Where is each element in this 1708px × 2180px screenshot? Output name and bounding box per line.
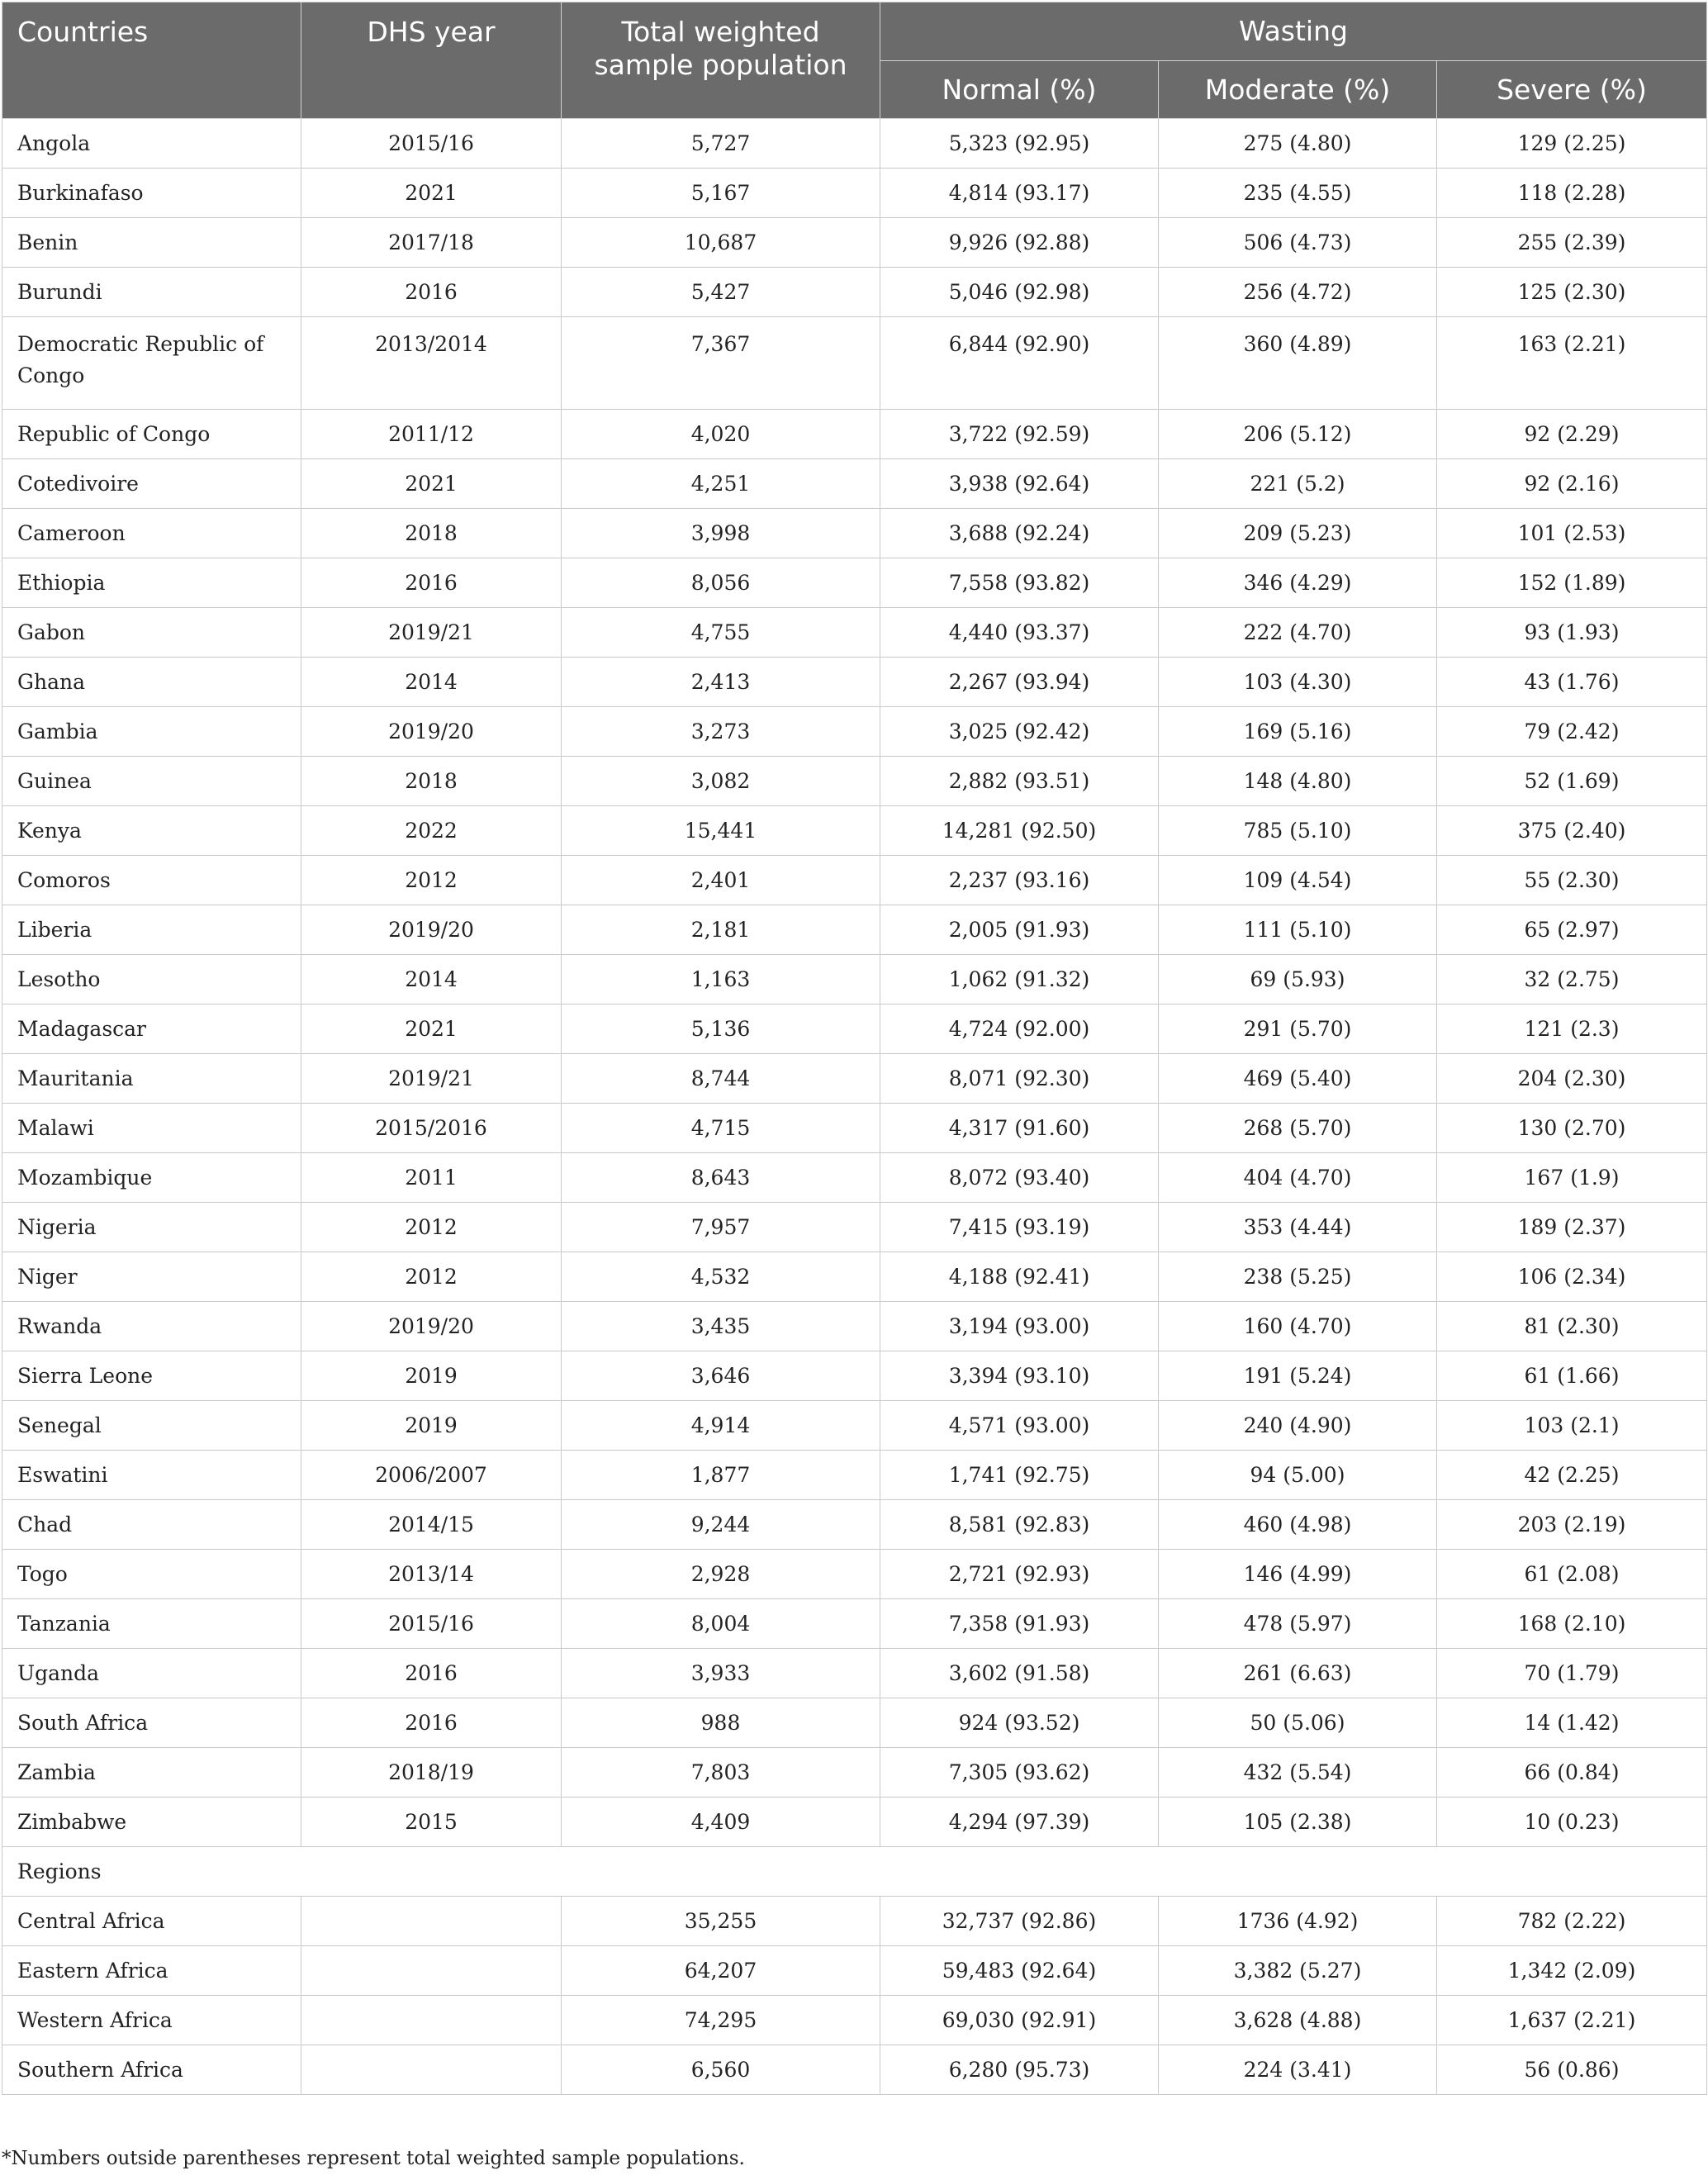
cell-moderate: 3,628 (4.88) (1159, 1996, 1437, 2045)
cell-normal: 14,281 (92.50) (880, 806, 1159, 856)
cell-normal: 7,415 (93.19) (880, 1203, 1159, 1252)
cell-severe: 101 (2.53) (1437, 509, 1707, 558)
cell-moderate: 432 (5.54) (1159, 1748, 1437, 1798)
cell-total: 2,401 (562, 856, 880, 905)
cell-total: 64,207 (562, 1946, 880, 1996)
cell-moderate: 785 (5.10) (1159, 806, 1437, 856)
cell-country: Comoros (2, 856, 301, 905)
cell-moderate: 291 (5.70) (1159, 1005, 1437, 1054)
cell-country: Cameroon (2, 509, 301, 558)
cell-moderate: 469 (5.40) (1159, 1054, 1437, 1104)
cell-moderate: 261 (6.63) (1159, 1649, 1437, 1698)
cell-country: Democratic Republic of Congo (2, 317, 301, 410)
cell-country: Gabon (2, 608, 301, 658)
cell-dhs-year (301, 1897, 562, 1946)
cell-country: Zimbabwe (2, 1798, 301, 1847)
cell-total: 2,928 (562, 1550, 880, 1599)
cell-dhs-year: 2011/12 (301, 410, 562, 459)
cell-normal: 4,317 (91.60) (880, 1104, 1159, 1153)
cell-dhs-year: 2006/2007 (301, 1451, 562, 1500)
cell-moderate: 111 (5.10) (1159, 905, 1437, 955)
cell-country: Nigeria (2, 1203, 301, 1252)
table-row (2, 1104, 1707, 1153)
header-countries: Countries (2, 2, 301, 119)
header-normal: Normal (%) (880, 61, 1159, 119)
header-total-weighted: Total weighted sample population (562, 2, 880, 119)
cell-moderate: 146 (4.99) (1159, 1550, 1437, 1599)
cell-country: Guinea (2, 757, 301, 806)
table-row (2, 119, 1707, 169)
cell-dhs-year: 2013/14 (301, 1550, 562, 1599)
cell-total: 9,244 (562, 1500, 880, 1550)
cell-total: 4,251 (562, 459, 880, 509)
cell-total: 35,255 (562, 1897, 880, 1946)
cell-country: Cotedivoire (2, 459, 301, 509)
cell-total: 1,163 (562, 955, 880, 1005)
table-row (2, 1252, 1707, 1302)
header-severe: Severe (%) (1437, 61, 1707, 119)
cell-moderate: 222 (4.70) (1159, 608, 1437, 658)
table-row (2, 806, 1707, 856)
cell-country: Burundi (2, 268, 301, 317)
wasting-table (2, 2, 1707, 2095)
cell-country: Tanzania (2, 1599, 301, 1649)
cell-normal: 3,688 (92.24) (880, 509, 1159, 558)
table-row (2, 1153, 1707, 1203)
cell-dhs-year: 2018 (301, 509, 562, 558)
cell-total: 3,933 (562, 1649, 880, 1698)
cell-moderate: 346 (4.29) (1159, 558, 1437, 608)
cell-country: Zambia (2, 1748, 301, 1798)
cell-normal: 3,394 (93.10) (880, 1351, 1159, 1401)
table-row (2, 1401, 1707, 1451)
cell-dhs-year: 2019/20 (301, 707, 562, 757)
cell-total: 74,295 (562, 1996, 880, 2045)
cell-moderate: 275 (4.80) (1159, 119, 1437, 169)
cell-total: 8,643 (562, 1153, 880, 1203)
cell-normal: 2,005 (91.93) (880, 905, 1159, 955)
cell-normal: 3,722 (92.59) (880, 410, 1159, 459)
cell-country: Burkinafaso (2, 169, 301, 218)
cell-dhs-year: 2019/21 (301, 608, 562, 658)
cell-total: 4,755 (562, 608, 880, 658)
cell-moderate: 206 (5.12) (1159, 410, 1437, 459)
cell-normal: 4,814 (93.17) (880, 169, 1159, 218)
cell-severe: 52 (1.69) (1437, 757, 1707, 806)
cell-moderate: 209 (5.23) (1159, 509, 1437, 558)
cell-total: 7,367 (562, 317, 880, 410)
cell-country: Mauritania (2, 1054, 301, 1104)
cell-moderate: 169 (5.16) (1159, 707, 1437, 757)
cell-dhs-year: 2015/16 (301, 1599, 562, 1649)
table-row (2, 1203, 1707, 1252)
cell-country: Mozambique (2, 1153, 301, 1203)
cell-normal: 4,440 (93.37) (880, 608, 1159, 658)
cell-severe: 55 (2.30) (1437, 856, 1707, 905)
cell-total: 4,409 (562, 1798, 880, 1847)
cell-country: Chad (2, 1500, 301, 1550)
table-row (2, 459, 1707, 509)
cell-total: 5,427 (562, 268, 880, 317)
table-row (2, 1302, 1707, 1351)
cell-normal: 4,294 (97.39) (880, 1798, 1159, 1847)
cell-country: Togo (2, 1550, 301, 1599)
cell-normal: 9,926 (92.88) (880, 218, 1159, 268)
cell-moderate: 404 (4.70) (1159, 1153, 1437, 1203)
cell-total: 2,413 (562, 658, 880, 707)
cell-severe: 14 (1.42) (1437, 1698, 1707, 1748)
cell-dhs-year: 2012 (301, 1203, 562, 1252)
cell-total: 5,136 (562, 1005, 880, 1054)
cell-severe: 70 (1.79) (1437, 1649, 1707, 1698)
cell-total: 4,532 (562, 1252, 880, 1302)
cell-total: 988 (562, 1698, 880, 1748)
cell-country: Republic of Congo (2, 410, 301, 459)
cell-severe: 782 (2.22) (1437, 1897, 1707, 1946)
cell-severe: 167 (1.9) (1437, 1153, 1707, 1203)
cell-dhs-year: 2018 (301, 757, 562, 806)
header-dhs-year: DHS year (301, 2, 562, 119)
cell-normal: 8,072 (93.40) (880, 1153, 1159, 1203)
table-row (2, 1748, 1707, 1798)
cell-normal: 2,882 (93.51) (880, 757, 1159, 806)
cell-severe: 163 (2.21) (1437, 317, 1707, 410)
cell-country: Kenya (2, 806, 301, 856)
cell-normal: 924 (93.52) (880, 1698, 1159, 1748)
cell-normal: 4,724 (92.00) (880, 1005, 1159, 1054)
cell-dhs-year: 2022 (301, 806, 562, 856)
cell-moderate: 69 (5.93) (1159, 955, 1437, 1005)
cell-normal: 4,188 (92.41) (880, 1252, 1159, 1302)
cell-severe: 42 (2.25) (1437, 1451, 1707, 1500)
cell-dhs-year: 2015/2016 (301, 1104, 562, 1153)
cell-dhs-year: 2015/16 (301, 119, 562, 169)
table-body (2, 119, 1707, 2095)
cell-country: Malawi (2, 1104, 301, 1153)
cell-normal: 1,741 (92.75) (880, 1451, 1159, 1500)
table-row (2, 1946, 1707, 1996)
cell-country: Western Africa (2, 1996, 301, 2045)
cell-severe: 43 (1.76) (1437, 658, 1707, 707)
table-row (2, 218, 1707, 268)
cell-dhs-year: 2016 (301, 268, 562, 317)
table-row (2, 1351, 1707, 1401)
cell-moderate: 240 (4.90) (1159, 1401, 1437, 1451)
cell-total: 6,560 (562, 2045, 880, 2095)
cell-country: Angola (2, 119, 301, 169)
cell-total: 2,181 (562, 905, 880, 955)
table-header (2, 2, 1707, 119)
cell-country: Gambia (2, 707, 301, 757)
cell-total: 4,020 (562, 410, 880, 459)
cell-dhs-year: 2014 (301, 955, 562, 1005)
cell-normal: 69,030 (92.91) (880, 1996, 1159, 2045)
footnote: *Numbers outside parentheses represent total weighted sample populations. (2, 2148, 745, 2169)
cell-normal: 5,323 (92.95) (880, 119, 1159, 169)
cell-country: Benin (2, 218, 301, 268)
cell-normal: 2,721 (92.93) (880, 1550, 1159, 1599)
cell-total: 8,744 (562, 1054, 880, 1104)
cell-moderate: 268 (5.70) (1159, 1104, 1437, 1153)
cell-country: Liberia (2, 905, 301, 955)
header-wasting: Wasting (880, 2, 1707, 61)
cell-moderate: 1736 (4.92) (1159, 1897, 1437, 1946)
cell-normal: 8,071 (92.30) (880, 1054, 1159, 1104)
cell-country: Central Africa (2, 1897, 301, 1946)
cell-dhs-year: 2012 (301, 1252, 562, 1302)
cell-normal: 59,483 (92.64) (880, 1946, 1159, 1996)
cell-normal: 5,046 (92.98) (880, 268, 1159, 317)
cell-normal: 7,558 (93.82) (880, 558, 1159, 608)
cell-dhs-year: 2018/19 (301, 1748, 562, 1798)
regions-label: Regions (2, 1847, 1707, 1897)
cell-normal: 3,602 (91.58) (880, 1649, 1159, 1698)
cell-severe: 189 (2.37) (1437, 1203, 1707, 1252)
cell-severe: 93 (1.93) (1437, 608, 1707, 658)
cell-dhs-year: 2021 (301, 1005, 562, 1054)
cell-country: Eswatini (2, 1451, 301, 1500)
cell-dhs-year: 2021 (301, 459, 562, 509)
cell-severe: 81 (2.30) (1437, 1302, 1707, 1351)
cell-severe: 121 (2.3) (1437, 1005, 1707, 1054)
cell-country: Sierra Leone (2, 1351, 301, 1401)
cell-country: Madagascar (2, 1005, 301, 1054)
cell-dhs-year: 2013/2014 (301, 317, 562, 410)
table-row (2, 856, 1707, 905)
cell-total: 3,646 (562, 1351, 880, 1401)
cell-severe: 129 (2.25) (1437, 119, 1707, 169)
cell-moderate: 50 (5.06) (1159, 1698, 1437, 1748)
header-moderate: Moderate (%) (1159, 61, 1437, 119)
cell-moderate: 191 (5.24) (1159, 1351, 1437, 1401)
cell-moderate: 103 (4.30) (1159, 658, 1437, 707)
cell-dhs-year: 2019 (301, 1351, 562, 1401)
cell-moderate: 3,382 (5.27) (1159, 1946, 1437, 1996)
cell-dhs-year: 2019/20 (301, 905, 562, 955)
table-row (2, 1599, 1707, 1649)
cell-severe: 255 (2.39) (1437, 218, 1707, 268)
cell-total: 3,273 (562, 707, 880, 757)
cell-severe: 375 (2.40) (1437, 806, 1707, 856)
cell-total: 5,167 (562, 169, 880, 218)
cell-severe: 118 (2.28) (1437, 169, 1707, 218)
cell-normal: 8,581 (92.83) (880, 1500, 1159, 1550)
cell-dhs-year (301, 1996, 562, 2045)
cell-normal: 6,844 (92.90) (880, 317, 1159, 410)
cell-dhs-year: 2014 (301, 658, 562, 707)
table-row (2, 1054, 1707, 1104)
table-row (2, 509, 1707, 558)
cell-dhs-year: 2012 (301, 856, 562, 905)
table-row (2, 608, 1707, 658)
regions-section-row (2, 1847, 1707, 1897)
table-row (2, 2045, 1707, 2095)
cell-country: Southern Africa (2, 2045, 301, 2095)
cell-total: 4,715 (562, 1104, 880, 1153)
table-row (2, 1649, 1707, 1698)
cell-severe: 106 (2.34) (1437, 1252, 1707, 1302)
cell-normal: 2,267 (93.94) (880, 658, 1159, 707)
cell-moderate: 235 (4.55) (1159, 169, 1437, 218)
cell-country: Ghana (2, 658, 301, 707)
cell-severe: 152 (1.89) (1437, 558, 1707, 608)
table-row (2, 955, 1707, 1005)
cell-country: Niger (2, 1252, 301, 1302)
cell-dhs-year: 2014/15 (301, 1500, 562, 1550)
cell-total: 7,803 (562, 1748, 880, 1798)
cell-dhs-year: 2015 (301, 1798, 562, 1847)
cell-country: Uganda (2, 1649, 301, 1698)
table-row (2, 317, 1707, 410)
cell-moderate: 94 (5.00) (1159, 1451, 1437, 1500)
cell-normal: 32,737 (92.86) (880, 1897, 1159, 1946)
cell-normal: 3,194 (93.00) (880, 1302, 1159, 1351)
cell-total: 15,441 (562, 806, 880, 856)
table-row (2, 757, 1707, 806)
cell-severe: 1,342 (2.09) (1437, 1946, 1707, 1996)
cell-dhs-year: 2016 (301, 1649, 562, 1698)
cell-moderate: 224 (3.41) (1159, 2045, 1437, 2095)
cell-normal: 4,571 (93.00) (880, 1401, 1159, 1451)
cell-severe: 65 (2.97) (1437, 905, 1707, 955)
cell-moderate: 506 (4.73) (1159, 218, 1437, 268)
cell-severe: 1,637 (2.21) (1437, 1996, 1707, 2045)
cell-severe: 66 (0.84) (1437, 1748, 1707, 1798)
cell-severe: 61 (1.66) (1437, 1351, 1707, 1401)
cell-severe: 125 (2.30) (1437, 268, 1707, 317)
table-row (2, 1500, 1707, 1550)
cell-country: South Africa (2, 1698, 301, 1748)
table-row (2, 1550, 1707, 1599)
cell-total: 1,877 (562, 1451, 880, 1500)
cell-severe: 92 (2.29) (1437, 410, 1707, 459)
cell-total: 5,727 (562, 119, 880, 169)
cell-dhs-year: 2019/21 (301, 1054, 562, 1104)
cell-moderate: 109 (4.54) (1159, 856, 1437, 905)
cell-severe: 168 (2.10) (1437, 1599, 1707, 1649)
cell-moderate: 148 (4.80) (1159, 757, 1437, 806)
table-row (2, 268, 1707, 317)
cell-moderate: 478 (5.97) (1159, 1599, 1437, 1649)
table-row (2, 905, 1707, 955)
cell-severe: 79 (2.42) (1437, 707, 1707, 757)
cell-total: 7,957 (562, 1203, 880, 1252)
cell-dhs-year: 2016 (301, 558, 562, 608)
cell-dhs-year (301, 2045, 562, 2095)
cell-severe: 103 (2.1) (1437, 1401, 1707, 1451)
cell-moderate: 221 (5.2) (1159, 459, 1437, 509)
cell-severe: 32 (2.75) (1437, 955, 1707, 1005)
table-row (2, 1451, 1707, 1500)
table-row (2, 410, 1707, 459)
cell-moderate: 360 (4.89) (1159, 317, 1437, 410)
cell-country: Lesotho (2, 955, 301, 1005)
cell-dhs-year: 2017/18 (301, 218, 562, 268)
cell-normal: 1,062 (91.32) (880, 955, 1159, 1005)
cell-dhs-year: 2019 (301, 1401, 562, 1451)
cell-severe: 204 (2.30) (1437, 1054, 1707, 1104)
cell-severe: 92 (2.16) (1437, 459, 1707, 509)
cell-severe: 61 (2.08) (1437, 1550, 1707, 1599)
cell-normal: 7,358 (91.93) (880, 1599, 1159, 1649)
cell-total: 4,914 (562, 1401, 880, 1451)
cell-total: 10,687 (562, 218, 880, 268)
cell-severe: 203 (2.19) (1437, 1500, 1707, 1550)
cell-dhs-year: 2021 (301, 169, 562, 218)
cell-dhs-year (301, 1946, 562, 1996)
cell-country: Ethiopia (2, 558, 301, 608)
table-row (2, 1798, 1707, 1847)
cell-normal: 2,237 (93.16) (880, 856, 1159, 905)
table-row (2, 1698, 1707, 1748)
cell-total: 3,435 (562, 1302, 880, 1351)
cell-normal: 3,938 (92.64) (880, 459, 1159, 509)
cell-total: 8,004 (562, 1599, 880, 1649)
table-row (2, 1897, 1707, 1946)
cell-moderate: 160 (4.70) (1159, 1302, 1437, 1351)
table-row (2, 658, 1707, 707)
cell-severe: 56 (0.86) (1437, 2045, 1707, 2095)
table-row (2, 1996, 1707, 2045)
cell-country: Senegal (2, 1401, 301, 1451)
cell-severe: 130 (2.70) (1437, 1104, 1707, 1153)
cell-normal: 3,025 (92.42) (880, 707, 1159, 757)
cell-moderate: 105 (2.38) (1159, 1798, 1437, 1847)
cell-severe: 10 (0.23) (1437, 1798, 1707, 1847)
table-row (2, 558, 1707, 608)
cell-total: 3,998 (562, 509, 880, 558)
cell-moderate: 353 (4.44) (1159, 1203, 1437, 1252)
table-row (2, 707, 1707, 757)
cell-country: Rwanda (2, 1302, 301, 1351)
cell-dhs-year: 2011 (301, 1153, 562, 1203)
cell-dhs-year: 2016 (301, 1698, 562, 1748)
table-row (2, 169, 1707, 218)
cell-country: Eastern Africa (2, 1946, 301, 1996)
cell-dhs-year: 2019/20 (301, 1302, 562, 1351)
table-row (2, 1005, 1707, 1054)
cell-moderate: 238 (5.25) (1159, 1252, 1437, 1302)
cell-moderate: 460 (4.98) (1159, 1500, 1437, 1550)
cell-normal: 7,305 (93.62) (880, 1748, 1159, 1798)
cell-total: 3,082 (562, 757, 880, 806)
cell-total: 8,056 (562, 558, 880, 608)
cell-moderate: 256 (4.72) (1159, 268, 1437, 317)
cell-normal: 6,280 (95.73) (880, 2045, 1159, 2095)
